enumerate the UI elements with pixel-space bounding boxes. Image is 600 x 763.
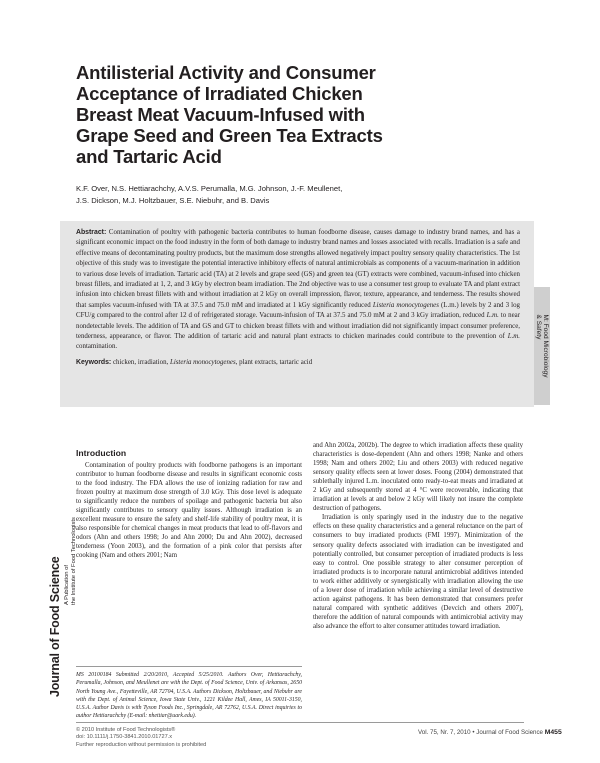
page-number: M455	[544, 729, 562, 736]
keywords-text: chicken, irradiation,	[111, 358, 170, 366]
abstract-text: contamination.	[76, 343, 118, 351]
abstract-text: Contamination of poultry with pathogenic bacteria contributes to human foodborne disease, causes damage to industry brand names, and has a significant economic impact on the food industry in the form of both damage to industry brand names and losses associated with recalls. Irradiation is a safe and effective means of decontaminating poultry products, but the maximum dose strengths allowed negatively impact poultry sensory quality characteristics. The 1st objective of this study was to investigate the potential interactive inhibitory effects of natural antimicrobials as components of a vacuum-marination in addition to various dose levels of irradiation. Tartaric acid (TA) at 2 levels and grape seed (GS) and green tea (GT) extracts were combined, vacuum-infused into chicken breast fillets, and irradiated at 1, 2, and 3 kGy by electron beam irradiation. The 2nd objective was to use a consumer test group to evaluate TA and plant extract infusion into chicken breast fillets with and without irradiation at 2 kGy on overall impression, flavor, texture, appearance, and tenderness. The results showed that samples vacuum-infused with TA at 37.5 and 75.0 mM and irradiated at 1 kGy significantly reduced	[76, 229, 520, 309]
section-tab-line: M: Food Microbiology	[542, 314, 549, 378]
journal-name: Journal of Food Science	[476, 729, 543, 736]
journal-spine-name: Journal of Food Science	[48, 556, 62, 697]
intro-paragraph: Irradiation is only sparingly used in the industry due to the negative effects on these quality characteristics and a general reluctance on the part of consumers to buy irradiated products (FMI 1997). Minimization of the sensory quality defects associated with irradiation can be investigated and potentially controlled, but consumer perception of irradiated products is less easy to control. One possible strategy to alter consumer perception of irradiated products is to incorporate natural antimicrobial additives intended to work either additively or synergistically with irradiation allowing the use of a lower dose of irradiation while achieving a similar level of destructive action against pathogens. It has been demonstrated that consumers prefer natural compared with synthetic additives (Devcich and others 2007), therefore the addition of natural compounds with antimicrobial activity may also advance the effort to alter consumer attitudes toward irradiation.	[313, 514, 523, 630]
copyright-line: © 2010 Institute of Food Technologists®	[76, 727, 176, 733]
publisher-line: the Institute of Food Technologists	[71, 517, 77, 605]
journal-spine-logo	[46, 556, 64, 697]
abstract-paragraph	[76, 228, 520, 353]
footer-rule	[76, 722, 524, 723]
author-list	[76, 183, 516, 207]
author-footnote: MS 20100184 Submitted 2/20/2010, Accepted 5/25/2010. Authors Over, Hettiarachchy, Perumalla, Johnson, and Meullenet are with the Dept. of Food Science, Univ. of Arkansas, 2650 North Young Ave., Fayetteville, AR 72704, U.S.A. Authors Dickson, Holtzbauer, and Niebuhr are with the Dept. of Animal Science, Iowa State Univ., 1221 Kildee Hall, Ames, IA 50011-3150, U.S.A. Author Davis is with Tyson Foods Inc., Springdale, AR 72762, U.S.A. Direct inquiries to author Hettiarachchy (E-mail: nhettiar@uark.edu).	[76, 672, 302, 720]
species-abbrev: L.m.	[486, 312, 499, 320]
keywords-text: , plant extracts, tartaric acid	[235, 358, 313, 366]
copyright-block	[76, 727, 316, 749]
introduction-heading: Introduction	[76, 448, 127, 458]
abstract-box	[60, 221, 534, 407]
keywords	[76, 358, 520, 368]
species-abbrev: L.m.	[507, 333, 520, 341]
publisher-note	[64, 517, 78, 605]
authors-line: K.F. Over, N.S. Hettiarachchy, A.V.S. Perumalla, M.G. Johnson, J.-F. Meullenet,	[76, 184, 343, 193]
section-tab-line: & Safety	[535, 314, 542, 340]
intro-paragraph-continued: and Ahn 2002a, 2002b). The degree to which irradiation affects these quality characteristics is dose-dependent (Ahn and others 1998; Nanke and others 1998; Nam and others 2002; Liu and others 2003) with reduced negative sensory quality effects seen at lower doses. Foong (2004) demonstrated that sublethally injured L.m. inoculated onto ready-to-eat meats and irradiated at 2 kGy and subsequently stored at 4 °C were recoverable, indicating that irradiation at levels at and below 2 kGy will likely not insure the complete destruction of pathogens.	[313, 442, 523, 513]
species-name: Listeria monocytogenes	[372, 301, 439, 309]
abstract-text: (L.m.) levels by 2 and 3 log CFU/g compared to the control after 12 d of refrigerated storage. Vacuum-infusion of TA at 37.5 and 75.0 mM at 2 and 3 kGy irradiation, reduced	[76, 301, 520, 320]
reproduction-notice: Further reproduction without permission is prohibited	[76, 741, 207, 748]
doi-link[interactable]: doi: 10.1111/j.1750-3841.2010.01727.x	[76, 734, 173, 741]
abstract-label: Abstract:	[76, 229, 107, 236]
intro-paragraph: Contamination of poultry products with foodborne pathogens is an important contributor to human foodborne disease and results in significant economic costs to the food industry. The FDA allows the use of ionizing radiation for raw and frozen poultry at maximum dose strength of 3.0 kGy. This dose level is adequate to significantly reduce the numbers of spoilage and pathogenic bacteria but also significantly contributes to sensory quality issues. Although irradiation is an excellent measure to ensure the safety and shelf-life stability of poultry meat, it is also responsible for chemical changes in meat products that lead to off-flavors and odors (Ahn and others 1998; Jo and Ahn 2000; Du and Ahn 2002), decreased tenderness (Yoon 2003), and the formation of a pink color that persists after cooking (Nam and others 2001; Nam	[76, 462, 302, 560]
authors-line: J.S. Dickson, M.J. Holtzbauer, S.E. Niebuhr, and B. Davis	[76, 196, 270, 205]
left-column	[76, 448, 302, 561]
volume-info: Vol. 75, Nr. 7, 2010	[418, 729, 471, 736]
publisher-line: A Publication of	[64, 565, 70, 605]
right-column	[313, 441, 523, 631]
footnote-rule	[76, 666, 302, 667]
keyword-species: Listeria monocytogenes	[169, 358, 236, 366]
page-info	[418, 729, 562, 736]
section-tab-label	[535, 314, 549, 377]
abstract-text: to near nondetectable levels. The addition of TA and GS and GT to chicken breast fillets with and without irradiation did not significantly impact consumer preference, tenderness, appearance, or flavor. The addition of tartaric acid and natural plant extracts to chicken marinades could contribute to the prevention of	[76, 312, 520, 341]
article-title: Antilisterial Activity and Consumer Acceptance of Irradiated Chicken Breast Meat Vacuum-Infused with Grape Seed and Green Tea Extracts and Tartaric Acid	[76, 62, 383, 167]
bullet-separator: •	[472, 729, 477, 736]
section-tab	[534, 287, 550, 405]
keywords-label: Keywords:	[76, 358, 112, 366]
